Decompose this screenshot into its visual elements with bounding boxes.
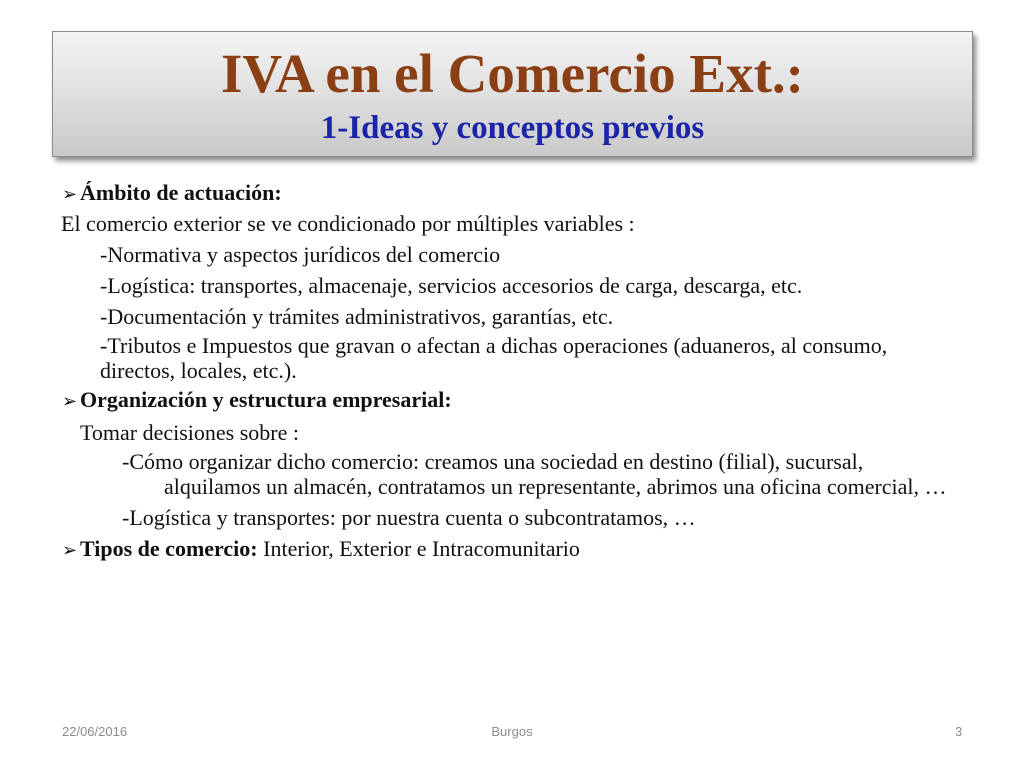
section-heading-tipos — [62, 534, 972, 565]
section-heading-label: Ámbito de actuación: — [80, 180, 282, 205]
arrow-bullet-icon: ➢ — [62, 540, 78, 561]
footer-location: Burgos — [491, 724, 533, 739]
title-box — [52, 31, 973, 157]
list-item: -Tributos e Impuestos que gravan o afectan a dichas operaciones (aduaneros, al consumo, directos, locales, etc.). — [100, 333, 888, 383]
section-heading-organizacion — [62, 385, 972, 416]
section-intro: Tomar decisiones sobre : — [80, 420, 300, 445]
footer-date: 22/06/2016 — [62, 724, 128, 739]
section-heading-label: Tipos de comercio: — [80, 536, 258, 561]
list-item: -Logística y transportes: por nuestra cuenta o subcontratamos, … — [122, 505, 696, 530]
slide-body — [62, 178, 972, 565]
list-item: -Documentación y trámites administrativos, garantías, etc. — [100, 304, 614, 329]
list-item: -Cómo organizar dicho comercio: creamos una sociedad en destino (filial), sucursal, alquilamos un almacén, contratamos un representante, abrimos una oficina comercial, … — [122, 449, 947, 499]
list-item: -Normativa y aspectos jurídicos del comercio — [100, 242, 501, 267]
section-text: Interior, Exterior e Intracomunitario — [257, 536, 580, 561]
arrow-bullet-icon: ➢ — [62, 184, 78, 205]
slide-title: IVA en el Comercio Ext.: — [220, 43, 805, 104]
list-item: -Logística: transportes, almacenaje, servicios accesorios de carga, descarga, etc. — [100, 273, 803, 298]
slide-subtitle: 1-Ideas y conceptos previos — [320, 110, 705, 146]
footer-page-number: 3 — [955, 724, 963, 739]
arrow-bullet-icon: ➢ — [62, 391, 78, 412]
section-intro: El comercio exterior se ve condicionado por múltiples variables : — [61, 211, 635, 236]
section-heading-ambito — [62, 178, 972, 209]
section-heading-label: Organización y estructura empresarial: — [80, 387, 452, 412]
